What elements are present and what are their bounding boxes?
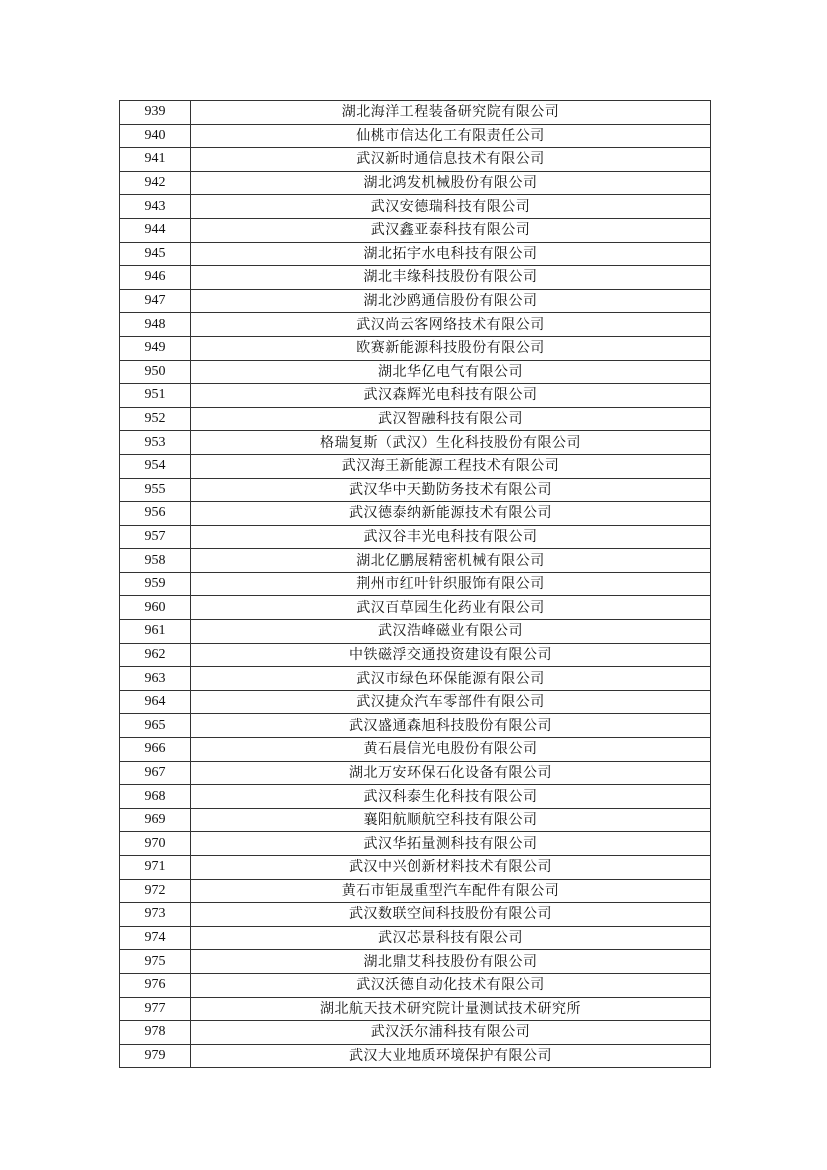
table-row <box>120 313 711 337</box>
row-number-cell: 959 <box>120 572 191 596</box>
company-name-cell: 荆州市红叶针织服饰有限公司 <box>191 572 711 596</box>
company-list-table <box>119 100 711 1068</box>
company-name-cell: 武汉市绿色环保能源有限公司 <box>191 667 711 691</box>
company-name-cell: 武汉大业地质环境保护有限公司 <box>191 1044 711 1068</box>
row-number-cell: 940 <box>120 124 191 148</box>
company-name-cell: 中铁磁浮交通投资建设有限公司 <box>191 643 711 667</box>
company-name-cell: 湖北丰缘科技股份有限公司 <box>191 266 711 290</box>
table-row <box>120 242 711 266</box>
row-number-cell: 962 <box>120 643 191 667</box>
table-row <box>120 620 711 644</box>
company-name-cell: 格瑞复斯（武汉）生化科技股份有限公司 <box>191 431 711 455</box>
company-name-cell: 湖北万安环保石化设备有限公司 <box>191 761 711 785</box>
table-row <box>120 101 711 125</box>
table-row <box>120 266 711 290</box>
company-name-cell: 武汉森辉光电科技有限公司 <box>191 384 711 408</box>
company-name-cell: 武汉海王新能源工程技术有限公司 <box>191 454 711 478</box>
row-number-cell: 952 <box>120 407 191 431</box>
table-row <box>120 171 711 195</box>
table-row <box>120 502 711 526</box>
company-name-cell: 仙桃市信达化工有限责任公司 <box>191 124 711 148</box>
table-row <box>120 1044 711 1068</box>
row-number-cell: 956 <box>120 502 191 526</box>
table-row <box>120 549 711 573</box>
company-name-cell: 湖北鸿发机械股份有限公司 <box>191 171 711 195</box>
row-number-cell: 945 <box>120 242 191 266</box>
company-name-cell: 武汉德泰纳新能源技术有限公司 <box>191 502 711 526</box>
table-row <box>120 407 711 431</box>
company-name-cell: 武汉科泰生化科技有限公司 <box>191 785 711 809</box>
company-name-cell: 武汉浩峰磁业有限公司 <box>191 620 711 644</box>
table-row <box>120 289 711 313</box>
table-row <box>120 667 711 691</box>
row-number-cell: 978 <box>120 1021 191 1045</box>
table-row <box>120 690 711 714</box>
company-name-cell: 襄阳航顺航空科技有限公司 <box>191 808 711 832</box>
table-row <box>120 832 711 856</box>
row-number-cell: 964 <box>120 690 191 714</box>
table-row <box>120 926 711 950</box>
row-number-cell: 974 <box>120 926 191 950</box>
company-name-cell: 武汉尚云客网络技术有限公司 <box>191 313 711 337</box>
table-row <box>120 478 711 502</box>
table-row <box>120 856 711 880</box>
company-name-cell: 湖北亿鹏展精密机械有限公司 <box>191 549 711 573</box>
company-name-cell: 湖北沙鸥通信股份有限公司 <box>191 289 711 313</box>
row-number-cell: 970 <box>120 832 191 856</box>
row-number-cell: 965 <box>120 714 191 738</box>
row-number-cell: 972 <box>120 879 191 903</box>
row-number-cell: 961 <box>120 620 191 644</box>
table-row <box>120 643 711 667</box>
row-number-cell: 944 <box>120 218 191 242</box>
table-row <box>120 879 711 903</box>
company-name-cell: 湖北航天技术研究院计量测试技术研究所 <box>191 997 711 1021</box>
table-row <box>120 148 711 172</box>
row-number-cell: 958 <box>120 549 191 573</box>
company-name-cell: 欧赛新能源科技股份有限公司 <box>191 336 711 360</box>
company-name-cell: 武汉华拓量测科技有限公司 <box>191 832 711 856</box>
table-row <box>120 950 711 974</box>
table-row <box>120 785 711 809</box>
row-number-cell: 957 <box>120 525 191 549</box>
company-name-cell: 武汉捷众汽车零部件有限公司 <box>191 690 711 714</box>
company-name-cell: 武汉盛通森旭科技股份有限公司 <box>191 714 711 738</box>
table-row <box>120 525 711 549</box>
company-name-cell: 武汉智融科技有限公司 <box>191 407 711 431</box>
row-number-cell: 976 <box>120 973 191 997</box>
company-name-cell: 黄石市钜晟重型汽车配件有限公司 <box>191 879 711 903</box>
table-row <box>120 384 711 408</box>
table-row <box>120 903 711 927</box>
row-number-cell: 955 <box>120 478 191 502</box>
table-row <box>120 218 711 242</box>
company-name-cell: 武汉新时通信息技术有限公司 <box>191 148 711 172</box>
row-number-cell: 939 <box>120 101 191 125</box>
table-row <box>120 997 711 1021</box>
row-number-cell: 943 <box>120 195 191 219</box>
row-number-cell: 969 <box>120 808 191 832</box>
row-number-cell: 946 <box>120 266 191 290</box>
table-row <box>120 124 711 148</box>
row-number-cell: 977 <box>120 997 191 1021</box>
company-name-cell: 湖北海洋工程装备研究院有限公司 <box>191 101 711 125</box>
company-name-cell: 武汉鑫亚泰科技有限公司 <box>191 218 711 242</box>
row-number-cell: 967 <box>120 761 191 785</box>
row-number-cell: 949 <box>120 336 191 360</box>
row-number-cell: 950 <box>120 360 191 384</box>
company-name-cell: 湖北拓宇水电科技有限公司 <box>191 242 711 266</box>
row-number-cell: 942 <box>120 171 191 195</box>
row-number-cell: 948 <box>120 313 191 337</box>
company-name-cell: 武汉百草园生化药业有限公司 <box>191 596 711 620</box>
table-row <box>120 973 711 997</box>
table-row <box>120 360 711 384</box>
row-number-cell: 971 <box>120 856 191 880</box>
table-row <box>120 195 711 219</box>
company-name-cell: 武汉华中天勤防务技术有限公司 <box>191 478 711 502</box>
row-number-cell: 941 <box>120 148 191 172</box>
company-name-cell: 武汉安德瑞科技有限公司 <box>191 195 711 219</box>
table-row <box>120 808 711 832</box>
row-number-cell: 975 <box>120 950 191 974</box>
row-number-cell: 960 <box>120 596 191 620</box>
row-number-cell: 968 <box>120 785 191 809</box>
table-row <box>120 336 711 360</box>
row-number-cell: 954 <box>120 454 191 478</box>
row-number-cell: 973 <box>120 903 191 927</box>
company-name-cell: 湖北鼎艾科技股份有限公司 <box>191 950 711 974</box>
row-number-cell: 963 <box>120 667 191 691</box>
table-row <box>120 431 711 455</box>
company-name-cell: 武汉中兴创新材料技术有限公司 <box>191 856 711 880</box>
table-row <box>120 761 711 785</box>
table-row <box>120 738 711 762</box>
company-name-cell: 武汉谷丰光电科技有限公司 <box>191 525 711 549</box>
row-number-cell: 951 <box>120 384 191 408</box>
company-name-cell: 武汉沃尔浦科技有限公司 <box>191 1021 711 1045</box>
table-row <box>120 454 711 478</box>
table-row <box>120 572 711 596</box>
row-number-cell: 966 <box>120 738 191 762</box>
row-number-cell: 953 <box>120 431 191 455</box>
company-list-body <box>120 101 711 1068</box>
table-row <box>120 596 711 620</box>
table-row <box>120 1021 711 1045</box>
company-name-cell: 湖北华亿电气有限公司 <box>191 360 711 384</box>
table-row <box>120 714 711 738</box>
company-name-cell: 武汉数联空间科技股份有限公司 <box>191 903 711 927</box>
row-number-cell: 979 <box>120 1044 191 1068</box>
company-name-cell: 武汉沃德自动化技术有限公司 <box>191 973 711 997</box>
row-number-cell: 947 <box>120 289 191 313</box>
company-name-cell: 武汉芯景科技有限公司 <box>191 926 711 950</box>
company-name-cell: 黄石晨信光电股份有限公司 <box>191 738 711 762</box>
